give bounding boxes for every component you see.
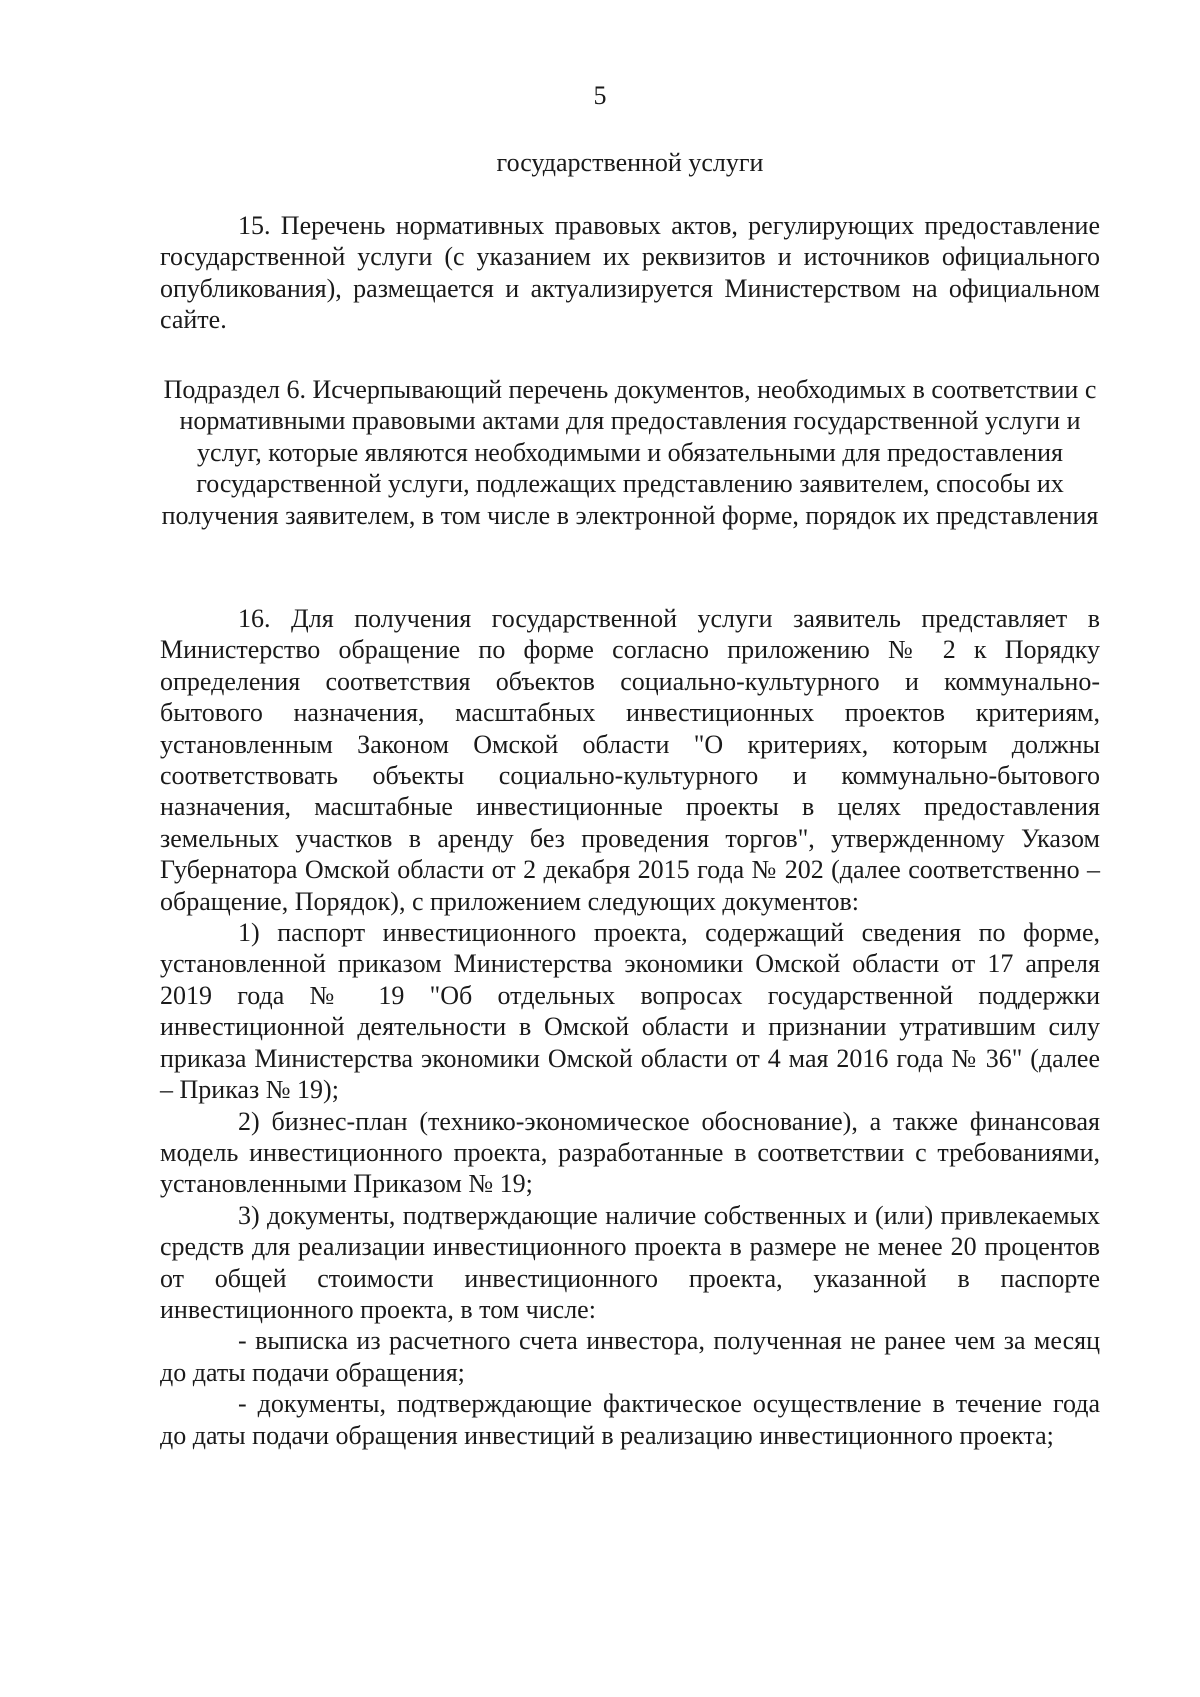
paragraph-16-block bbox=[160, 603, 1100, 1451]
paragraph-15: 15. Перечень нормативных правовых актов, регулирующих предоставление государственной услуги (с указанием их реквизитов и источников официального опубликования), размещается и актуализируется Министерством на официальном сайте. bbox=[160, 211, 1100, 335]
list-item-dash-2: - документы, подтверждающие фактическое осуществление в течение года до даты подачи обращения инвестиций в реализацию инвестиционного проекта; bbox=[160, 1389, 1100, 1450]
paragraph-15-block bbox=[160, 210, 1100, 336]
list-item-3: 3) документы, подтверждающие наличие собственных и (или) привлекаемых средств для реализации инвестиционного проекта в размере не менее 20 процентов от общей стоимости инвестиционного проекта, указанной в паспорте инвестиционного проекта, в том числе: bbox=[160, 1200, 1100, 1324]
subsection-6-title: Подраздел 6. Исчерпывающий перечень документов, необходимых в соответствии с нормативными правовыми актами для предоставления государственной услуги и услуг, которые являются необходимыми и обязательными для предоставления государственной услуги, подлежащих представлению заявителем, способы их получения заявителем, в том числе в электронной форме, порядок их представления bbox=[161, 375, 1099, 530]
continued-heading: государственной услуги bbox=[496, 148, 764, 177]
list-item-dash-1: - выписка из расчетного счета инвестора, полученная не ранее чем за месяц до даты подачи обращения; bbox=[160, 1326, 1100, 1387]
paragraph-16: 16. Для получения государственной услуги заявитель представляет в Министерство обращение по форме согласно приложению № 2 к Порядку определения соответствия объектов социально-культурного и коммунально-бытового назначения, масштабных инвестиционных проектов критериям, установленным Законом Омской области "О критериях, которым должны соответствовать объекты социально-культурного и коммунально-бытового назначения, масштабные инвестиционные проекты в целях предоставления земельных участков в аренду без проведения торгов", утвержденному Указом Губернатора Омской области от 2 декабря 2015 года № 202 (далее соответственно – обращение, Порядок), с приложением следующих документов: bbox=[160, 604, 1100, 916]
list-item-2: 2) бизнес-план (технико-экономическое обоснование), а также финансовая модель инвестиционного проекта, разработанные в соответствии с требованиями, установленными Приказом № 19; bbox=[160, 1106, 1100, 1199]
list-item-1: 1) паспорт инвестиционного проекта, содержащий сведения по форме, установленной приказом Министерства экономики Омской области от 17 апреля 2019 года № 19 "Об отдельных вопросах государственной поддержки инвестиционной деятельности в Омской области и признании утратившим силу приказа Министерства экономики Омской области от 4 мая 2016 года № 36" (далее – Приказ № 19); bbox=[160, 918, 1100, 1105]
page-number: 5 bbox=[593, 81, 607, 110]
